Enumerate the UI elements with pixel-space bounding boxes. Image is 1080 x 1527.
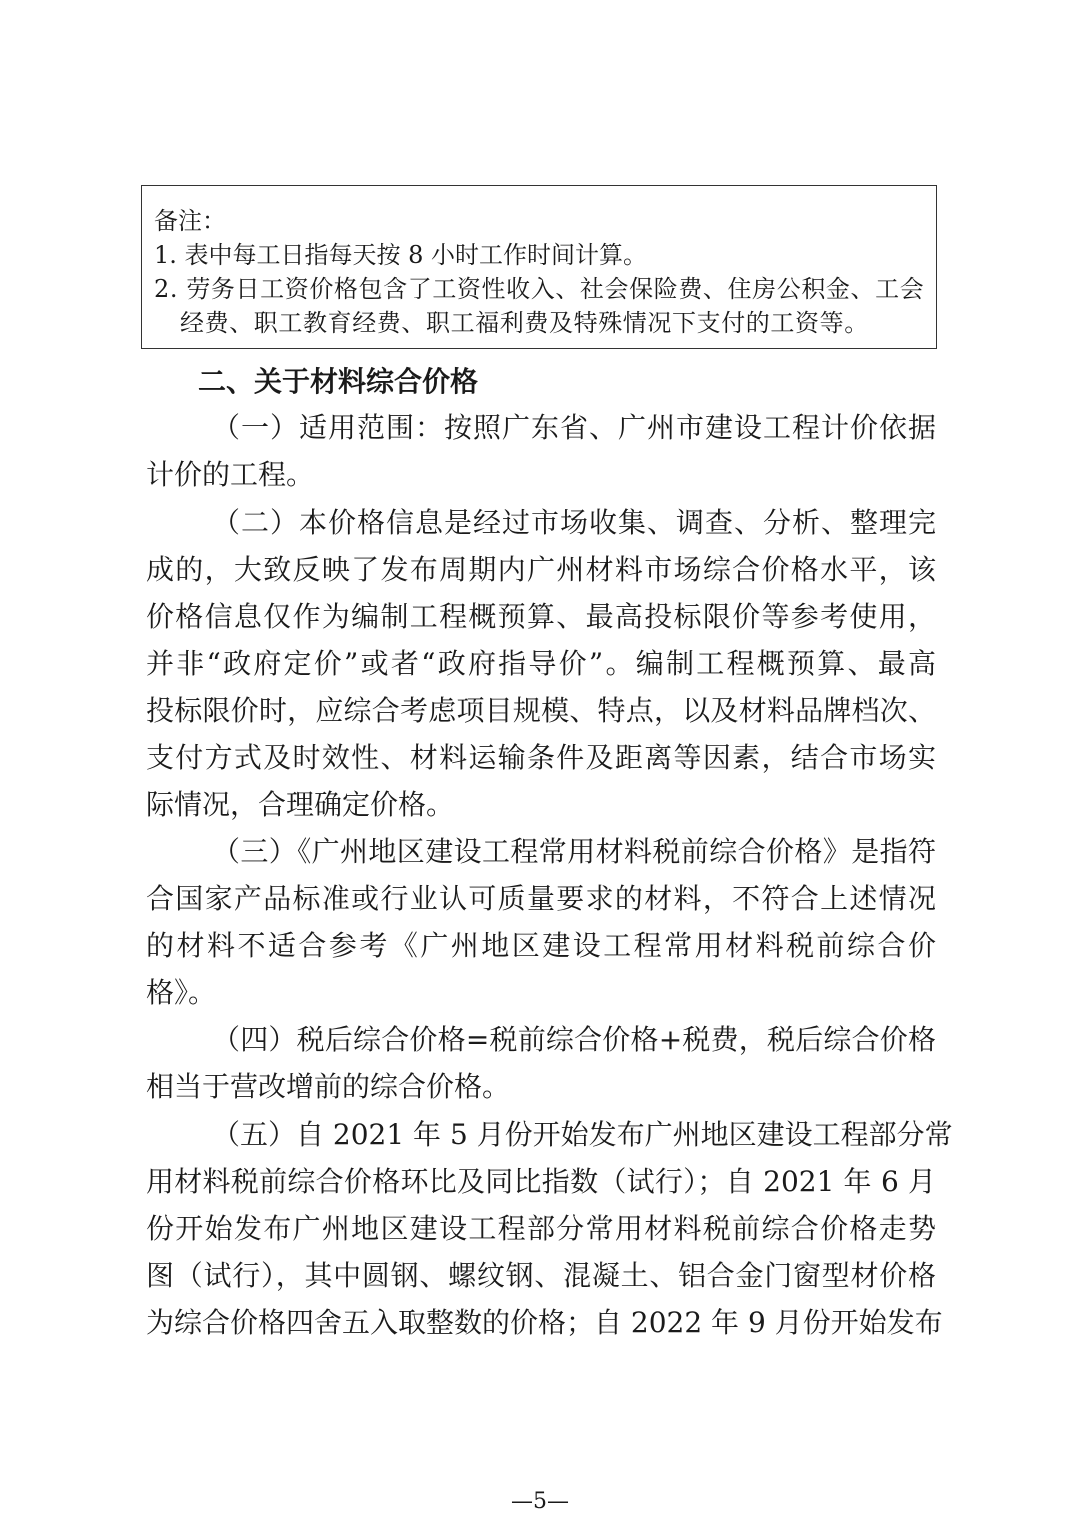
section-title: 二、关于材料综合价格 <box>198 365 479 398</box>
paragraph-line: （一）适用范围：按照广东省、广州市建设工程计价依据 <box>212 411 936 444</box>
note-item-2: 2. 劳务日工资价格包含了工资性收入、社会保险费、住房公积金、工会 <box>154 275 925 303</box>
paragraph-line: 合国家产品标准或行业认可质量要求的材料，不符合上述情况 <box>146 882 936 915</box>
paragraph-line: 图（试行），其中圆钢、螺纹钢、混凝土、铝合金门窗型材价格 <box>146 1259 936 1292</box>
paragraph-line: 并非“政府定价”或者“政府指导价”。编制工程概预算、最高 <box>146 647 936 680</box>
paragraph-4 <box>146 1016 936 1110</box>
paragraph-line: 价格信息仅作为编制工程概预算、最高投标限价等参考使用， <box>146 600 936 633</box>
paragraph-line: 的材料不适合参考《广州地区建设工程常用材料税前综合价 <box>146 929 936 962</box>
note-item-1: 1. 表中每工日指每天按 8 小时工作时间计算。 <box>154 241 648 269</box>
paragraph-3 <box>146 828 936 1016</box>
paragraph-line: 成的，大致反映了发布周期内广州材料市场综合价格水平，该 <box>146 553 936 586</box>
paragraph-line: （四）税后综合价格=税前综合价格+税费，税后综合价格 <box>212 1023 936 1056</box>
paragraph-line: 为综合价格四舍五入取整数的价格；自 2022 年 9 月份开始发布 <box>146 1306 943 1339</box>
paragraph-2 <box>146 499 936 828</box>
paragraph-line: （三）《广州地区建设工程常用材料税前综合价格》是指符 <box>212 835 936 868</box>
paragraph-line: 际情况，合理确定价格。 <box>146 788 455 821</box>
paragraph-line: （二）本价格信息是经过市场收集、调查、分析、整理完 <box>212 506 936 539</box>
notes-heading: 备注： <box>154 207 226 235</box>
paragraph-5 <box>146 1111 953 1346</box>
paragraph-line: 计价的工程。 <box>146 458 315 491</box>
paragraph-line: 相当于营改增前的综合价格。 <box>146 1070 511 1103</box>
paragraph-line: 支付方式及时效性、材料运输条件及距离等因素，结合市场实 <box>146 741 936 774</box>
note-item-2-continued: 经费、职工教育经费、职工福利费及特殊情况下支付的工资等。 <box>180 309 869 337</box>
paragraph-line: 格》。 <box>146 976 217 1009</box>
paragraph-line: 份开始发布广州地区建设工程部分常用材料税前综合价格走势 <box>146 1212 936 1245</box>
notes-box <box>141 185 937 349</box>
paragraph-line: 投标限价时，应综合考虑项目规模、特点，以及材料品牌档次、 <box>146 694 936 727</box>
paragraph-line: （五）自 2021 年 5 月份开始发布广州地区建设工程部分常 <box>212 1118 953 1151</box>
page-number: —5— <box>511 1489 569 1514</box>
paragraph-line: 用材料税前综合价格环比及同比指数（试行）；自 2021 年 6 月 <box>146 1165 936 1198</box>
paragraph-1 <box>146 404 936 498</box>
